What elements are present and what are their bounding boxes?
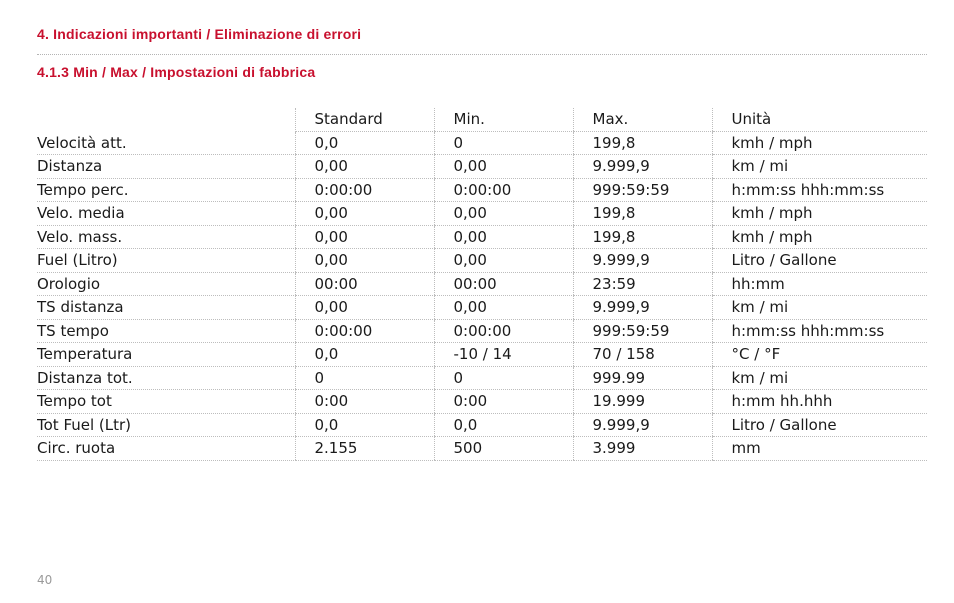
unit-value: hh:mm — [712, 272, 927, 296]
table-row — [37, 272, 927, 296]
max-value: 19.999 — [573, 390, 712, 414]
table-row — [37, 343, 927, 367]
row-label: Orologio — [37, 272, 295, 296]
min-value: 0,0 — [434, 413, 573, 437]
standard-value: 0:00:00 — [295, 178, 434, 202]
standard-value: 0,0 — [295, 413, 434, 437]
row-label: TS distanza — [37, 296, 295, 320]
max-value: 199,8 — [573, 131, 712, 155]
unit-value: °C / °F — [712, 343, 927, 367]
max-value: 999:59:59 — [573, 319, 712, 343]
unit-value: km / mi — [712, 296, 927, 320]
table-row — [37, 437, 927, 461]
max-value: 3.999 — [573, 437, 712, 461]
column-header-label — [37, 108, 295, 131]
min-value: 0:00:00 — [434, 319, 573, 343]
max-value: 9.999,9 — [573, 249, 712, 273]
row-label: Distanza tot. — [37, 366, 295, 390]
standard-value: 0,00 — [295, 155, 434, 179]
max-value: 9.999,9 — [573, 155, 712, 179]
table-body — [37, 131, 927, 460]
min-value: 00:00 — [434, 272, 573, 296]
max-value: 199,8 — [573, 225, 712, 249]
min-value: 0:00:00 — [434, 178, 573, 202]
column-header-standard: Standard — [295, 108, 434, 131]
standard-value: 0,00 — [295, 202, 434, 226]
standard-value: 0,0 — [295, 343, 434, 367]
standard-value: 00:00 — [295, 272, 434, 296]
chapter-heading: 4. Indicazioni importanti / Eliminazione di errori — [37, 26, 362, 42]
standard-value: 0:00 — [295, 390, 434, 414]
section-heading: 4.1.3 Min / Max / Impostazioni di fabbrica — [37, 64, 316, 80]
unit-value: Litro / Gallone — [712, 249, 927, 273]
unit-value: km / mi — [712, 155, 927, 179]
standard-value: 0,0 — [295, 131, 434, 155]
unit-value: mm — [712, 437, 927, 461]
max-value: 999:59:59 — [573, 178, 712, 202]
table-row — [37, 390, 927, 414]
min-value: 0,00 — [434, 296, 573, 320]
column-header-min: Min. — [434, 108, 573, 131]
column-header-unit: Unità — [712, 108, 927, 131]
min-value: 0,00 — [434, 249, 573, 273]
min-value: -10 / 14 — [434, 343, 573, 367]
standard-value: 0:00:00 — [295, 319, 434, 343]
unit-value: Litro / Gallone — [712, 413, 927, 437]
table-row — [37, 225, 927, 249]
max-value: 9.999,9 — [573, 296, 712, 320]
unit-value: kmh / mph — [712, 202, 927, 226]
row-label: Velo. mass. — [37, 225, 295, 249]
max-value: 999.99 — [573, 366, 712, 390]
min-value: 500 — [434, 437, 573, 461]
row-label: Circ. ruota — [37, 437, 295, 461]
standard-value: 0,00 — [295, 249, 434, 273]
unit-value: kmh / mph — [712, 225, 927, 249]
table-row — [37, 178, 927, 202]
standard-value: 0 — [295, 366, 434, 390]
unit-value: km / mi — [712, 366, 927, 390]
unit-value: h:mm:ss hhh:mm:ss — [712, 319, 927, 343]
table-row — [37, 155, 927, 179]
table-row — [37, 413, 927, 437]
min-value: 0,00 — [434, 155, 573, 179]
table-row — [37, 319, 927, 343]
unit-value: kmh / mph — [712, 131, 927, 155]
min-value: 0 — [434, 366, 573, 390]
row-label: Distanza — [37, 155, 295, 179]
heading-separator — [37, 54, 927, 55]
unit-value: h:mm hh.hhh — [712, 390, 927, 414]
max-value: 9.999,9 — [573, 413, 712, 437]
row-label: Tot Fuel (Ltr) — [37, 413, 295, 437]
table-row — [37, 249, 927, 273]
row-label: TS tempo — [37, 319, 295, 343]
row-label: Fuel (Litro) — [37, 249, 295, 273]
min-value: 0,00 — [434, 202, 573, 226]
max-value: 70 / 158 — [573, 343, 712, 367]
table-row — [37, 296, 927, 320]
table-row — [37, 131, 927, 155]
min-value: 0:00 — [434, 390, 573, 414]
row-label: Velocità att. — [37, 131, 295, 155]
standard-value: 2.155 — [295, 437, 434, 461]
table-header — [37, 108, 927, 131]
page-number: 40 — [37, 573, 53, 587]
standard-value: 0,00 — [295, 296, 434, 320]
settings-table — [37, 108, 927, 461]
table-row — [37, 202, 927, 226]
column-header-max: Max. — [573, 108, 712, 131]
min-value: 0,00 — [434, 225, 573, 249]
table-row — [37, 366, 927, 390]
standard-value: 0,00 — [295, 225, 434, 249]
unit-value: h:mm:ss hhh:mm:ss — [712, 178, 927, 202]
max-value: 23:59 — [573, 272, 712, 296]
min-value: 0 — [434, 131, 573, 155]
header-row — [37, 108, 927, 131]
row-label: Velo. media — [37, 202, 295, 226]
max-value: 199,8 — [573, 202, 712, 226]
row-label: Tempo tot — [37, 390, 295, 414]
row-label: Tempo perc. — [37, 178, 295, 202]
row-label: Temperatura — [37, 343, 295, 367]
